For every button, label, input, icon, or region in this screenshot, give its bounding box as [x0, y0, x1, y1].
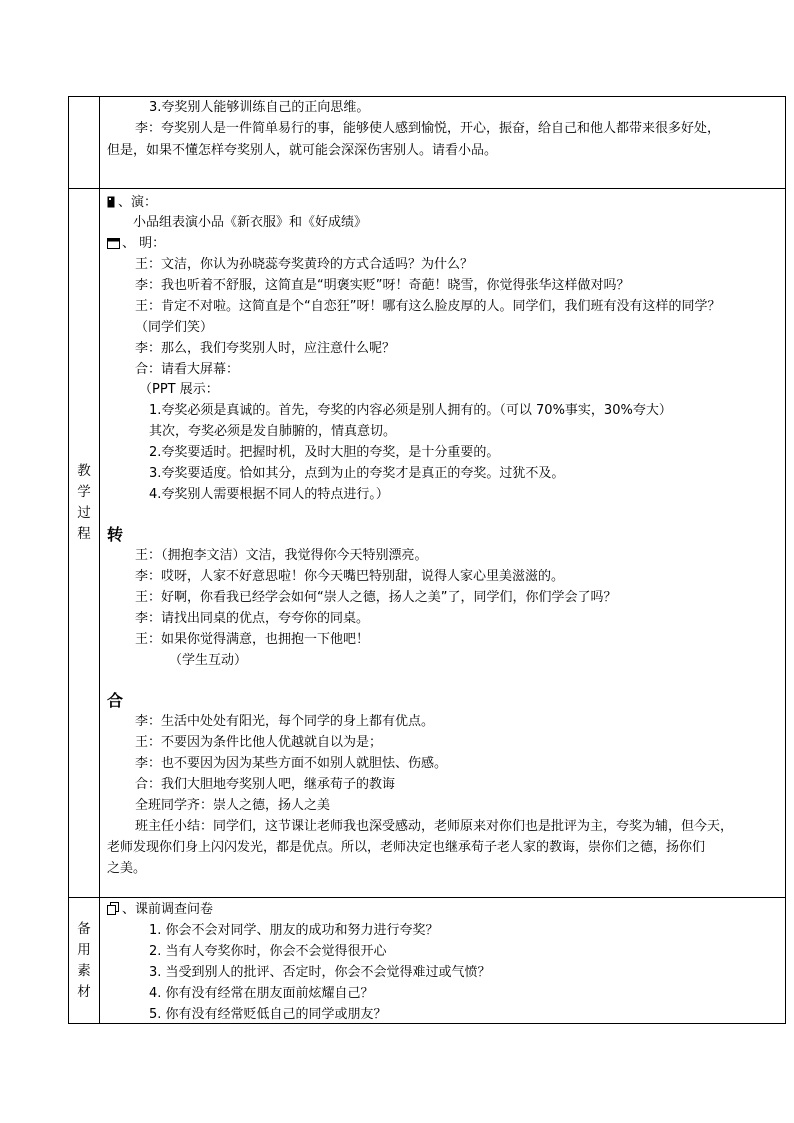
- text-line: 3.夸奖别人能够训练自己的正向思维。: [149, 100, 370, 115]
- row-divider: [69, 897, 785, 898]
- survey-item: 3. 当受到别人的批评、否定时，你会不会觉得难过或气愤？: [149, 965, 491, 980]
- text-line: 李：生活中处处有阳光，每个同学的身上都有优点。: [135, 714, 435, 729]
- ming-heading: 、 明：: [107, 235, 165, 253]
- text-line: 合：我们大胆地夸奖别人吧，继承荀子的教诲: [135, 777, 396, 792]
- survey-item: 4. 你有没有经常在朋友面前炫耀自己？: [149, 986, 374, 1001]
- text-line: 王：如果你觉得满意，也拥抱一下他吧！: [135, 632, 370, 647]
- text-line: 2.夸奖要适时。把握时机，及时大胆的夸奖，是十分重要的。: [149, 445, 500, 460]
- text-line: 合：请看大屏幕：: [135, 362, 240, 377]
- text-line: 1.夸奖必须是真诚的。首先，夸奖的内容必须是别人拥有的。（可以 70%事实，30%夸大）: [149, 403, 672, 418]
- window-icon: [107, 237, 120, 249]
- text-line: （学生互动）: [169, 653, 248, 668]
- text-line: 王：肯定不对啦。这简直是个“自恋狂”呀！哪有这么脸皮厚的人。同学们，我们班有没有这样的同学？: [135, 299, 721, 314]
- text-line: 李：也不要因为因为某些方面不如别人就胆怯、伤感。: [135, 756, 448, 771]
- section-label-backup-material: 备 用 素 材: [77, 921, 91, 1000]
- text-line: 之美。: [107, 861, 147, 876]
- text-line: 李：请找出同桌的优点，夸夸你的同桌。: [135, 611, 370, 626]
- zhuan-heading: 转: [107, 525, 124, 544]
- survey-item: 2. 当有人夸奖你时，你会不会觉得很开心: [149, 944, 387, 959]
- text-line: 但是，如果不懂怎样夸奖别人，就可能会深深伤害别人。请看小品。: [107, 143, 498, 158]
- text-line: （PPT 展示：: [139, 382, 219, 397]
- text-line: 王：文洁，你认为孙晓蕊夸奖黄玲的方式合适吗？为什么？: [135, 257, 474, 272]
- copy-icon: [107, 902, 120, 915]
- text-line: 全班同学齐：崇人之德，扬人之美: [135, 798, 331, 813]
- text-line: 王：不要因为条件比他人优越就自以为是；: [135, 735, 383, 750]
- section-label-teaching-process: 教 学 过 程: [77, 463, 91, 542]
- lesson-plan-table: [68, 96, 786, 1024]
- text-line: 小品组表演小品《新衣服》和《好成绩》: [133, 215, 368, 230]
- text-line: 班主任小结：同学们，这节课让老师我也深受感动，老师原来对你们也是批评为主，夸奖为辅，但今天，: [135, 819, 734, 834]
- column-divider: [99, 97, 100, 1023]
- document-icon: [107, 196, 116, 208]
- text-line: 王：（拥抱李文洁）文洁，我觉得你今天特别漂亮。: [135, 548, 428, 563]
- he-heading: 合: [107, 691, 124, 710]
- text-line: 4.夸奖别人需要根据不同人的特点进行。）: [149, 487, 389, 502]
- survey-heading: 、课前调查问卷: [107, 901, 213, 919]
- text-line: （同学们笑）: [135, 320, 214, 335]
- row-divider: [69, 188, 785, 189]
- text-line: 李：那么，我们夸奖别人时，应注意什么呢？: [135, 341, 396, 356]
- survey-item: 5. 你有没有经常贬低自己的同学或朋友？: [149, 1007, 387, 1022]
- text-line: 李：我也听着不舒服，这简直是“明褒实贬”呀！奇葩！晓雪，你觉得张华这样做对吗？: [135, 278, 630, 293]
- text-line: 李：哎呀，人家不好意思啦！你今天嘴巴特别甜，说得人家心里美滋滋的。: [135, 569, 565, 584]
- yan-heading: 、演：: [107, 194, 157, 212]
- text-line: 王：好啊，你看我已经学会如何“崇人之德，扬人之美”了，同学们，你们学会了吗？: [135, 590, 617, 605]
- text-line: 其次，夸奖必须是发自肺腑的，情真意切。: [149, 424, 397, 439]
- text-line: 3.夸奖要适度。恰如其分，点到为止的夸奖才是真正的夸奖。过犹不及。: [149, 466, 565, 481]
- text-line: 李：夸奖别人是一件简单易行的事，能够使人感到愉悦，开心，振奋，给自己和他人都带来很多好处，: [135, 121, 721, 136]
- survey-item: 1. 你会不会对同学、朋友的成功和努力进行夸奖？: [149, 923, 439, 938]
- text-line: 老师发现你们身上闪闪发光，都是优点。所以，老师决定也继承荀子老人家的教诲，崇你们之德，扬你们: [107, 840, 706, 855]
